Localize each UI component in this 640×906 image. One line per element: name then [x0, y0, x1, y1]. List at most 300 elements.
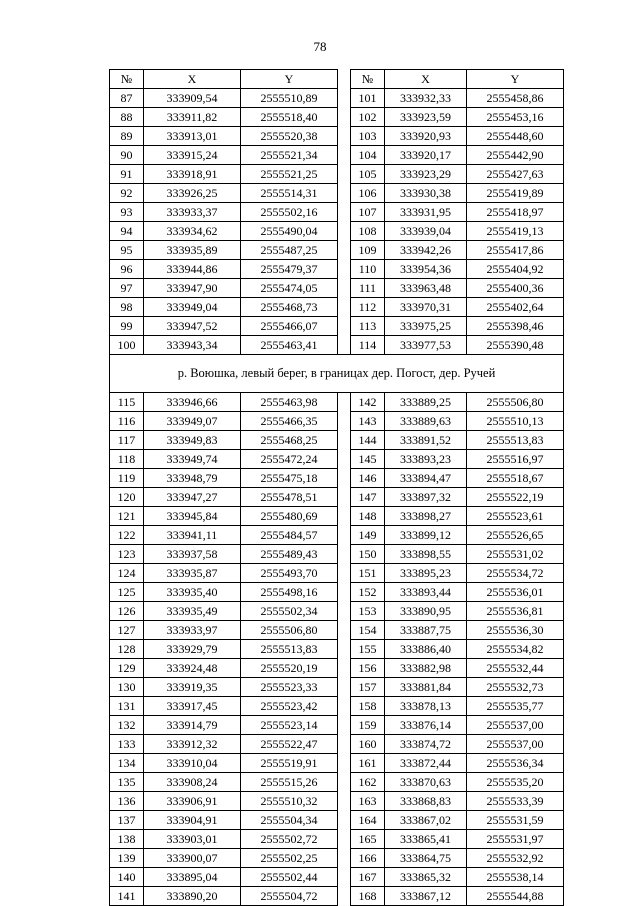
cell-y-right: 2555513,83: [467, 431, 564, 450]
table-row: [110, 602, 564, 621]
column-gap: [338, 393, 351, 412]
cell-x-left: 333912,32: [144, 735, 241, 754]
cell-num-right: 114: [351, 336, 385, 355]
cell-x-right: 333893,44: [385, 583, 467, 602]
cell-num-right: 145: [351, 450, 385, 469]
cell-x-left: 333917,45: [144, 697, 241, 716]
cell-x-left: 333909,54: [144, 89, 241, 108]
cell-num-left: 134: [110, 754, 144, 773]
table-body-bottom: [110, 393, 564, 906]
cell-num-right: 150: [351, 545, 385, 564]
cell-x-left: 333919,35: [144, 678, 241, 697]
header-num-left: №: [110, 70, 144, 89]
cell-y-right: 2555531,02: [467, 545, 564, 564]
cell-x-right: 333899,12: [385, 526, 467, 545]
cell-x-left: 333937,58: [144, 545, 241, 564]
cell-num-left: 121: [110, 507, 144, 526]
cell-x-right: 333867,12: [385, 887, 467, 906]
cell-y-right: 2555531,59: [467, 811, 564, 830]
cell-y-right: 2555419,13: [467, 222, 564, 241]
cell-y-right: 2555417,86: [467, 241, 564, 260]
cell-y-left: 2555474,05: [241, 279, 338, 298]
cell-y-left: 2555463,98: [241, 393, 338, 412]
cell-y-right: 2555398,46: [467, 317, 564, 336]
cell-y-left: 2555484,57: [241, 526, 338, 545]
cell-num-right: 142: [351, 393, 385, 412]
column-gap: [338, 792, 351, 811]
cell-y-left: 2555510,32: [241, 792, 338, 811]
cell-x-right: 333886,40: [385, 640, 467, 659]
cell-y-right: 2555390,48: [467, 336, 564, 355]
cell-x-left: 333934,62: [144, 222, 241, 241]
column-gap: [338, 849, 351, 868]
cell-y-right: 2555532,73: [467, 678, 564, 697]
table-row: [110, 222, 564, 241]
cell-num-right: 144: [351, 431, 385, 450]
coordinates-table: [109, 69, 564, 906]
cell-num-right: 101: [351, 89, 385, 108]
cell-y-left: 2555466,07: [241, 317, 338, 336]
cell-num-right: 166: [351, 849, 385, 868]
cell-num-left: 140: [110, 868, 144, 887]
table-row: [110, 583, 564, 602]
cell-y-left: 2555475,18: [241, 469, 338, 488]
cell-num-right: 160: [351, 735, 385, 754]
column-gap: [338, 222, 351, 241]
cell-x-right: 333890,95: [385, 602, 467, 621]
cell-x-right: 333963,48: [385, 279, 467, 298]
cell-x-left: 333947,27: [144, 488, 241, 507]
cell-x-left: 333944,86: [144, 260, 241, 279]
cell-y-left: 2555520,19: [241, 659, 338, 678]
cell-x-right: 333920,17: [385, 146, 467, 165]
cell-y-left: 2555513,83: [241, 640, 338, 659]
cell-x-right: 333932,33: [385, 89, 467, 108]
column-gap: [338, 754, 351, 773]
table-row: [110, 108, 564, 127]
cell-x-left: 333904,91: [144, 811, 241, 830]
cell-num-right: 143: [351, 412, 385, 431]
table-row: [110, 735, 564, 754]
column-gap: [338, 146, 351, 165]
cell-y-left: 2555520,38: [241, 127, 338, 146]
column-gap: [338, 545, 351, 564]
cell-x-left: 333914,79: [144, 716, 241, 735]
cell-num-left: 93: [110, 203, 144, 222]
section-heading-row: [110, 355, 564, 393]
cell-y-right: 2555536,81: [467, 602, 564, 621]
cell-x-left: 333924,48: [144, 659, 241, 678]
cell-y-right: 2555544,88: [467, 887, 564, 906]
cell-num-right: 113: [351, 317, 385, 336]
cell-y-right: 2555506,80: [467, 393, 564, 412]
cell-x-right: 333889,25: [385, 393, 467, 412]
cell-num-left: 94: [110, 222, 144, 241]
cell-num-right: 104: [351, 146, 385, 165]
cell-y-left: 2555466,35: [241, 412, 338, 431]
cell-y-left: 2555504,72: [241, 887, 338, 906]
table-row: [110, 640, 564, 659]
cell-x-left: 333903,01: [144, 830, 241, 849]
cell-y-right: 2555402,64: [467, 298, 564, 317]
table-body-top: [110, 89, 564, 355]
cell-num-left: 97: [110, 279, 144, 298]
cell-y-left: 2555468,73: [241, 298, 338, 317]
cell-num-left: 99: [110, 317, 144, 336]
column-gap: [338, 165, 351, 184]
cell-y-left: 2555487,25: [241, 241, 338, 260]
cell-y-right: 2555453,16: [467, 108, 564, 127]
table-row: [110, 317, 564, 336]
cell-y-left: 2555518,40: [241, 108, 338, 127]
cell-y-left: 2555519,91: [241, 754, 338, 773]
cell-x-left: 333935,49: [144, 602, 241, 621]
column-gap: [338, 716, 351, 735]
column-gap: [338, 279, 351, 298]
cell-x-left: 333933,97: [144, 621, 241, 640]
cell-num-right: 106: [351, 184, 385, 203]
cell-y-left: 2555478,51: [241, 488, 338, 507]
cell-y-right: 2555526,65: [467, 526, 564, 545]
cell-x-right: 333975,25: [385, 317, 467, 336]
cell-num-right: 146: [351, 469, 385, 488]
section-heading-group: [110, 355, 564, 393]
cell-num-left: 126: [110, 602, 144, 621]
cell-num-left: 129: [110, 659, 144, 678]
cell-num-right: 165: [351, 830, 385, 849]
cell-num-right: 148: [351, 507, 385, 526]
table-row: [110, 811, 564, 830]
cell-x-left: 333900,07: [144, 849, 241, 868]
cell-y-right: 2555537,00: [467, 735, 564, 754]
cell-y-left: 2555521,34: [241, 146, 338, 165]
table-row: [110, 279, 564, 298]
page-number: 78: [313, 39, 327, 54]
table-row: [110, 792, 564, 811]
column-gap: [338, 336, 351, 355]
column-gap: [338, 469, 351, 488]
cell-num-left: 87: [110, 89, 144, 108]
cell-x-left: 333947,52: [144, 317, 241, 336]
column-gap: [338, 868, 351, 887]
cell-x-left: 333935,40: [144, 583, 241, 602]
table-row: [110, 526, 564, 545]
cell-x-right: 333872,44: [385, 754, 467, 773]
cell-x-right: 333942,26: [385, 241, 467, 260]
cell-y-right: 2555531,97: [467, 830, 564, 849]
column-gap: [338, 203, 351, 222]
cell-y-left: 2555502,44: [241, 868, 338, 887]
cell-y-right: 2555536,01: [467, 583, 564, 602]
cell-y-left: 2555479,37: [241, 260, 338, 279]
cell-num-right: 147: [351, 488, 385, 507]
table-row: [110, 184, 564, 203]
column-gap: [338, 488, 351, 507]
column-gap: [338, 583, 351, 602]
cell-num-left: 88: [110, 108, 144, 127]
cell-x-right: 333887,75: [385, 621, 467, 640]
cell-y-right: 2555538,14: [467, 868, 564, 887]
cell-num-right: 109: [351, 241, 385, 260]
cell-num-right: 111: [351, 279, 385, 298]
table-row: [110, 298, 564, 317]
cell-num-left: 124: [110, 564, 144, 583]
column-gap: [338, 431, 351, 450]
cell-num-left: 135: [110, 773, 144, 792]
cell-x-right: 333881,84: [385, 678, 467, 697]
cell-x-left: 333945,84: [144, 507, 241, 526]
cell-y-right: 2555536,34: [467, 754, 564, 773]
cell-x-right: 333876,14: [385, 716, 467, 735]
table-row: [110, 89, 564, 108]
cell-y-left: 2555498,16: [241, 583, 338, 602]
cell-x-left: 333935,87: [144, 564, 241, 583]
cell-num-left: 136: [110, 792, 144, 811]
cell-x-left: 333933,37: [144, 203, 241, 222]
cell-x-left: 333913,01: [144, 127, 241, 146]
cell-x-right: 333893,23: [385, 450, 467, 469]
table-row: [110, 393, 564, 412]
cell-y-right: 2555448,60: [467, 127, 564, 146]
cell-num-right: 108: [351, 222, 385, 241]
cell-num-left: 133: [110, 735, 144, 754]
cell-num-left: 90: [110, 146, 144, 165]
cell-num-right: 149: [351, 526, 385, 545]
table-row: [110, 431, 564, 450]
cell-x-left: 333926,25: [144, 184, 241, 203]
cell-y-left: 2555502,16: [241, 203, 338, 222]
cell-num-right: 151: [351, 564, 385, 583]
cell-num-right: 161: [351, 754, 385, 773]
cell-y-right: 2555419,89: [467, 184, 564, 203]
cell-x-right: 333898,27: [385, 507, 467, 526]
cell-x-right: 333930,38: [385, 184, 467, 203]
table-row: [110, 127, 564, 146]
table-row: [110, 412, 564, 431]
cell-num-left: 127: [110, 621, 144, 640]
cell-num-left: 96: [110, 260, 144, 279]
table-row: [110, 488, 564, 507]
cell-y-right: 2555442,90: [467, 146, 564, 165]
table-row: [110, 621, 564, 640]
cell-y-left: 2555463,41: [241, 336, 338, 355]
column-gap: [338, 659, 351, 678]
table-row: [110, 678, 564, 697]
cell-num-left: 98: [110, 298, 144, 317]
cell-y-left: 2555523,14: [241, 716, 338, 735]
cell-x-left: 333935,89: [144, 241, 241, 260]
cell-y-left: 2555523,42: [241, 697, 338, 716]
cell-num-right: 159: [351, 716, 385, 735]
cell-y-left: 2555504,34: [241, 811, 338, 830]
column-gap: [338, 70, 351, 89]
column-gap: [338, 108, 351, 127]
table-row: [110, 469, 564, 488]
cell-x-right: 333923,59: [385, 108, 467, 127]
cell-y-right: 2555418,97: [467, 203, 564, 222]
column-gap: [338, 830, 351, 849]
cell-x-right: 333867,02: [385, 811, 467, 830]
cell-num-right: 167: [351, 868, 385, 887]
cell-num-right: 153: [351, 602, 385, 621]
column-gap: [338, 773, 351, 792]
column-gap: [338, 697, 351, 716]
cell-num-right: 164: [351, 811, 385, 830]
cell-num-left: 123: [110, 545, 144, 564]
table-row: [110, 868, 564, 887]
header-x-left: X: [144, 70, 241, 89]
cell-x-left: 333911,82: [144, 108, 241, 127]
cell-x-right: 333931,95: [385, 203, 467, 222]
cell-x-left: 333941,11: [144, 526, 241, 545]
cell-y-right: 2555534,72: [467, 564, 564, 583]
table-row: [110, 849, 564, 868]
cell-num-left: 132: [110, 716, 144, 735]
table-row: [110, 450, 564, 469]
column-gap: [338, 89, 351, 108]
cell-num-left: 122: [110, 526, 144, 545]
table-row: [110, 545, 564, 564]
cell-y-right: 2555523,61: [467, 507, 564, 526]
cell-num-right: 152: [351, 583, 385, 602]
cell-x-left: 333946,66: [144, 393, 241, 412]
cell-x-right: 333898,55: [385, 545, 467, 564]
cell-num-right: 110: [351, 260, 385, 279]
cell-num-right: 103: [351, 127, 385, 146]
cell-num-right: 156: [351, 659, 385, 678]
cell-num-right: 107: [351, 203, 385, 222]
cell-x-left: 333929,79: [144, 640, 241, 659]
table-row: [110, 773, 564, 792]
column-gap: [338, 602, 351, 621]
cell-x-right: 333920,93: [385, 127, 467, 146]
cell-y-right: 2555427,63: [467, 165, 564, 184]
cell-x-left: 333890,20: [144, 887, 241, 906]
cell-num-right: 102: [351, 108, 385, 127]
cell-x-right: 333865,32: [385, 868, 467, 887]
cell-y-left: 2555468,25: [241, 431, 338, 450]
cell-num-left: 130: [110, 678, 144, 697]
cell-y-left: 2555522,47: [241, 735, 338, 754]
cell-num-left: 117: [110, 431, 144, 450]
cell-num-left: 91: [110, 165, 144, 184]
cell-x-right: 333864,75: [385, 849, 467, 868]
header-y-left: Y: [241, 70, 338, 89]
section-title: р. Воюшка, левый берег, в границах дер. Погост, дер. Ручей: [110, 355, 564, 393]
table-row: [110, 507, 564, 526]
column-gap: [338, 260, 351, 279]
cell-num-right: 112: [351, 298, 385, 317]
cell-y-right: 2555516,97: [467, 450, 564, 469]
cell-x-left: 333949,83: [144, 431, 241, 450]
column-gap: [338, 621, 351, 640]
column-gap: [338, 507, 351, 526]
cell-num-right: 158: [351, 697, 385, 716]
cell-y-right: 2555536,30: [467, 621, 564, 640]
column-gap: [338, 887, 351, 906]
cell-y-left: 2555502,34: [241, 602, 338, 621]
cell-y-right: 2555537,00: [467, 716, 564, 735]
cell-num-right: 157: [351, 678, 385, 697]
table-row: [110, 564, 564, 583]
cell-y-right: 2555532,92: [467, 849, 564, 868]
column-gap: [338, 450, 351, 469]
cell-x-left: 333949,04: [144, 298, 241, 317]
cell-num-left: 125: [110, 583, 144, 602]
column-gap: [338, 640, 351, 659]
cell-num-left: 128: [110, 640, 144, 659]
column-gap: [338, 317, 351, 336]
cell-x-right: 333977,53: [385, 336, 467, 355]
header-num-right: №: [351, 70, 385, 89]
cell-num-right: 154: [351, 621, 385, 640]
cell-y-left: 2555472,24: [241, 450, 338, 469]
cell-x-left: 333943,34: [144, 336, 241, 355]
header-x-right: X: [385, 70, 467, 89]
cell-num-right: 155: [351, 640, 385, 659]
cell-num-left: 139: [110, 849, 144, 868]
cell-num-left: 116: [110, 412, 144, 431]
cell-x-right: 333865,41: [385, 830, 467, 849]
table-row: [110, 203, 564, 222]
cell-y-right: 2555535,20: [467, 773, 564, 792]
header-row: [110, 70, 564, 89]
cell-y-left: 2555521,25: [241, 165, 338, 184]
table-row: [110, 830, 564, 849]
cell-x-right: 333939,04: [385, 222, 467, 241]
cell-x-right: 333882,98: [385, 659, 467, 678]
cell-x-left: 333947,90: [144, 279, 241, 298]
cell-y-right: 2555404,92: [467, 260, 564, 279]
table-row: [110, 697, 564, 716]
cell-x-right: 333889,63: [385, 412, 467, 431]
cell-x-left: 333908,24: [144, 773, 241, 792]
cell-num-right: 168: [351, 887, 385, 906]
column-gap: [338, 678, 351, 697]
cell-y-left: 2555489,43: [241, 545, 338, 564]
cell-y-left: 2555502,25: [241, 849, 338, 868]
cell-x-right: 333874,72: [385, 735, 467, 754]
cell-x-right: 333897,32: [385, 488, 467, 507]
cell-y-left: 2555510,89: [241, 89, 338, 108]
column-gap: [338, 564, 351, 583]
cell-y-right: 2555522,19: [467, 488, 564, 507]
table-row: [110, 887, 564, 906]
cell-y-right: 2555535,77: [467, 697, 564, 716]
cell-x-left: 333948,79: [144, 469, 241, 488]
cell-num-left: 138: [110, 830, 144, 849]
cell-num-right: 105: [351, 165, 385, 184]
cell-y-left: 2555490,04: [241, 222, 338, 241]
cell-x-right: 333895,23: [385, 564, 467, 583]
column-gap: [338, 298, 351, 317]
column-gap: [338, 241, 351, 260]
header-y-right: Y: [467, 70, 564, 89]
column-gap: [338, 127, 351, 146]
cell-y-left: 2555502,72: [241, 830, 338, 849]
column-gap: [338, 412, 351, 431]
cell-x-right: 333954,36: [385, 260, 467, 279]
cell-y-left: 2555514,31: [241, 184, 338, 203]
cell-x-right: 333891,52: [385, 431, 467, 450]
cell-num-left: 92: [110, 184, 144, 203]
column-gap: [338, 735, 351, 754]
cell-num-left: 137: [110, 811, 144, 830]
table-row: [110, 241, 564, 260]
cell-y-right: 2555533,39: [467, 792, 564, 811]
cell-num-left: 115: [110, 393, 144, 412]
table-row: [110, 336, 564, 355]
